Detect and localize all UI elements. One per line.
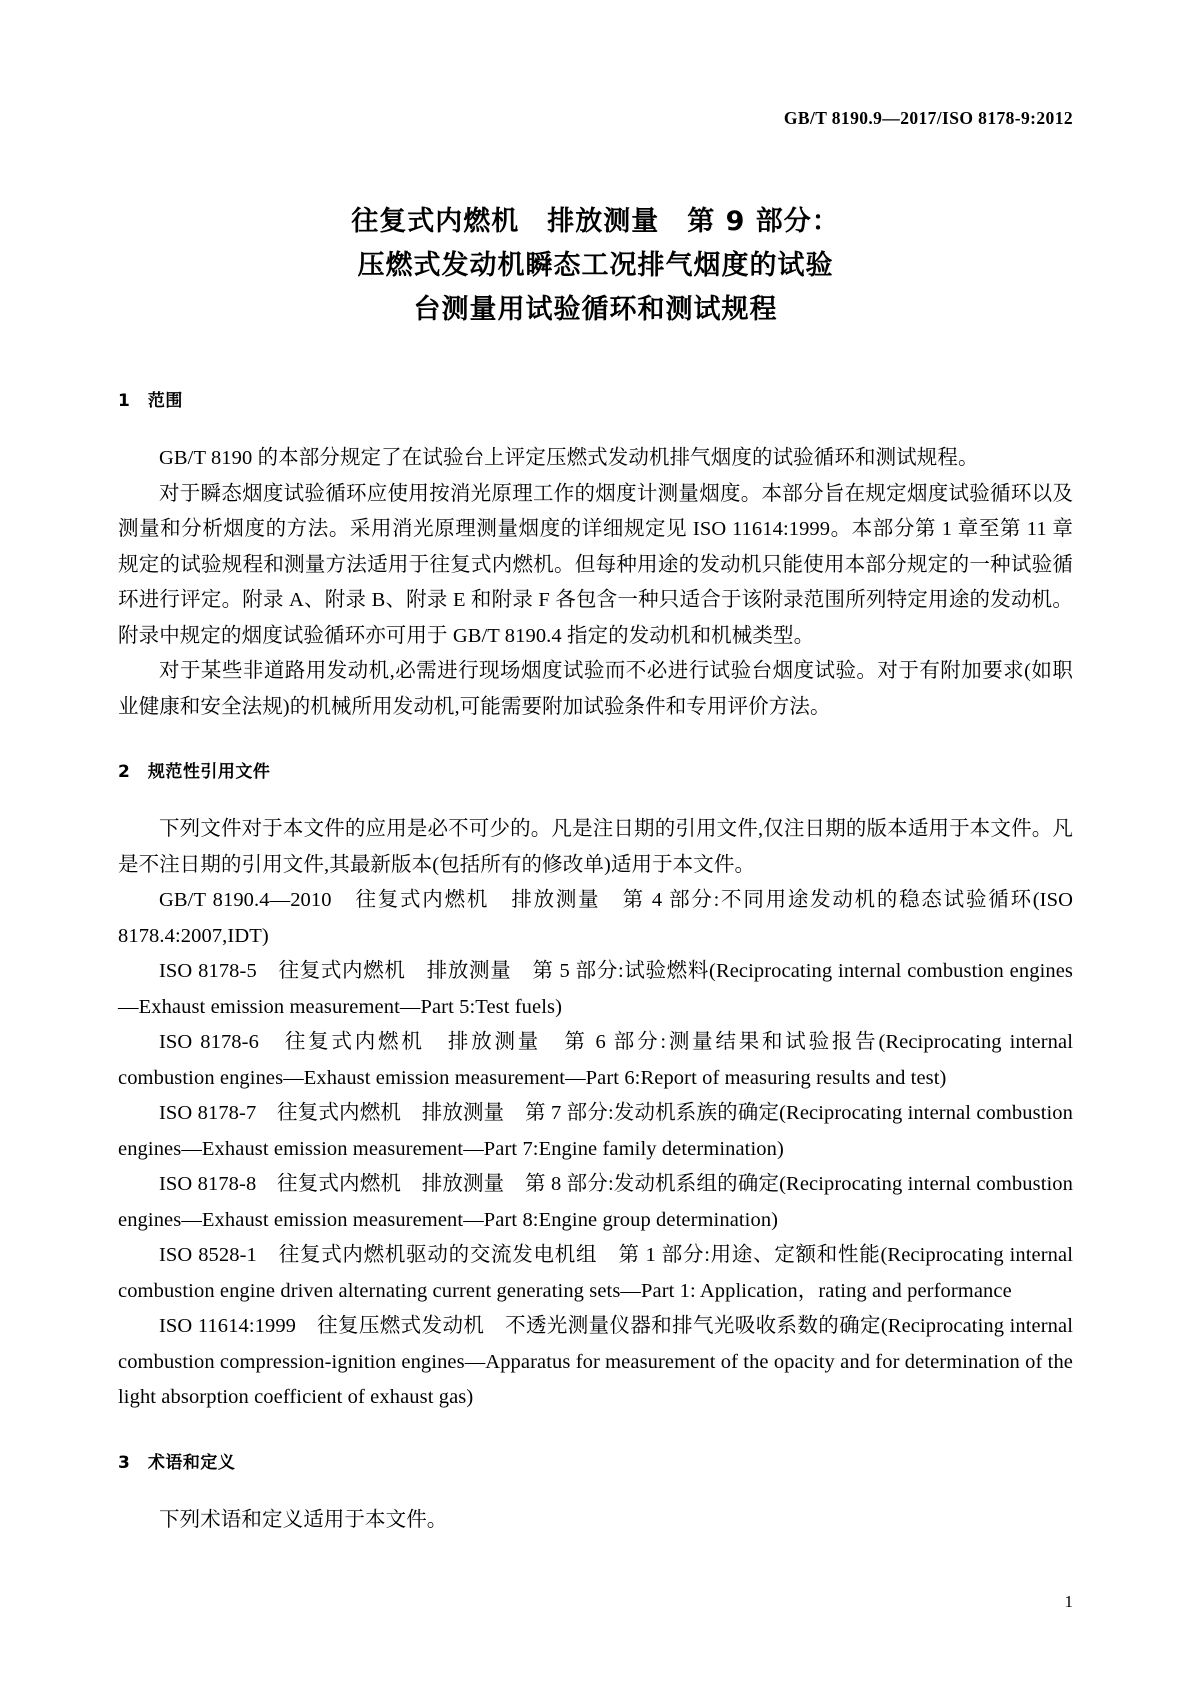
normative-ref-entry: ISO 8178-5 往复式内燃机 排放测量 第 5 部分:试验燃料(Reciprocating internal combustion engines—Exhaust emission measurement—Part 5:Test fuels) — [118, 960, 1073, 1018]
title-line-2: 压燃式发动机瞬态工况排气烟度的试验 — [357, 250, 834, 281]
normative-refs-intro: 下列文件对于本文件的应用是必不可少的。凡是注日期的引用文件,仅注日期的版本适用于本文件。凡是不注日期的引用文件,其最新版本(包括所有的修改单)适用于本文件。 — [118, 818, 1073, 876]
scope-paragraph-2: 对于瞬态烟度试验循环应使用按消光原理工作的烟度计测量烟度。本部分旨在规定烟度试验循环以及测量和分析烟度的方法。采用消光原理测量烟度的详细规定见 ISO 11614:1999。本部分第 1 章至第 11 章规定的试验规程和测量方法适用于往复式内燃机。但每种用途的发动机只能使用本部分规定的一种试验循环进行评定。附录 A、附录 B、附录 E 和附录 F 各包含一种只适合于该附录范围所列特定用途的发动机。附录中规定的烟度试验循环亦可用于 GB/T 8190.4 指定的发动机和机械类型。 — [118, 482, 1073, 647]
standard-reference: GB/T 8190.9—2017/ISO 8178-9:2012 — [783, 108, 1073, 128]
normative-ref-entry: GB/T 8190.4—2010 往复式内燃机 排放测量 第 4 部分:不同用途发动机的稳态试验循环(ISO 8178.4:2007,IDT) — [118, 889, 1073, 947]
clause-heading-terms-and-definitions: 3 术语和定义 — [118, 1452, 236, 1473]
running-header — [0, 108, 1073, 129]
normative-ref-entry: ISO 8178-8 往复式内燃机 排放测量 第 8 部分:发动机系组的确定(Reciprocating internal combustion engines—Exhaust emission measurement—Part 8:Engine group determination) — [118, 1173, 1073, 1231]
title-line-3: 台测量用试验循环和测试规程 — [413, 294, 778, 325]
terms-intro: 下列术语和定义适用于本文件。 — [159, 1508, 448, 1531]
clause-heading-scope: 1 范围 — [118, 391, 183, 411]
scope-paragraph-3: 对于某些非道路用发动机,必需进行现场烟度试验而不必进行试验台烟度试验。对于有附加要求(如职业健康和安全法规)的机械所用发动机,可能需要附加试验条件和专用评价方法。 — [118, 660, 1073, 718]
normative-ref-entry: ISO 8528-1 往复式内燃机驱动的交流发电机组 第 1 部分:用途、定额和性能(Reciprocating internal combustion engine driven alternating current generating sets—Part 1: Application，rating and performance — [118, 1244, 1073, 1302]
normative-ref-entry: ISO 11614:1999 往复压燃式发动机 不透光测量仪器和排气光吸收系数的确定(Reciprocating internal combustion compression-ignition engines—Apparatus for measurement of the opacity and for determination of the light absorption coefficient of exhaust gas) — [118, 1315, 1073, 1408]
page-number: 1 — [1064, 1592, 1073, 1611]
normative-ref-entry: ISO 8178-6 往复式内燃机 排放测量 第 6 部分:测量结果和试验报告(Reciprocating internal combustion engines—Exhaust emission measurement—Part 6:Report of measuring results and test) — [118, 1031, 1073, 1089]
document-body — [118, 386, 1073, 1538]
clause-heading-normative-references: 2 规范性引用文件 — [118, 762, 271, 782]
scope-paragraph-1: GB/T 8190 的本部分规定了在试验台上评定压燃式发动机排气烟度的试验循环和测试规程。 — [159, 447, 979, 469]
normative-ref-entry: ISO 8178-7 往复式内燃机 排放测量 第 7 部分:发动机系族的确定(Reciprocating internal combustion engines—Exhaust emission measurement—Part 7:Engine family determination) — [118, 1102, 1073, 1160]
page-title — [118, 200, 1073, 332]
title-line-1: 往复式内燃机 排放测量 第 9 部分： — [351, 206, 840, 237]
